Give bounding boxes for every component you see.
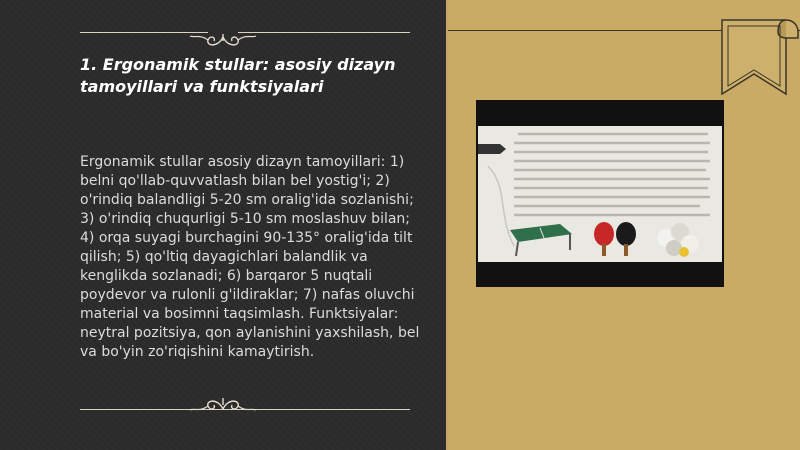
slide-image-content [478, 126, 722, 262]
flourish-ornament-icon [188, 390, 258, 412]
slide-body-text: Ergonamik stullar asosiy dizayn tamoyillari: 1) belni qo'llab-quvvatlash bilan bel yostig'i; 2) o'rindiq balandligi 5-20 sm oralig'ida sozlanishi; 3) o'rindiq chuqurligi 5-10 sm moslashuv bilan; 4) orqa suyagi burchagini 90-135° oralig'ida tilt qilish; 5) qo'ltiq dayagichlari balandlik va kenglikda sozlanadi; 6) barqaror 5 nuqtali poydevor va rulonli g'ildiraklar; 7) nafas oluvchi material va bosimni taqsimlash. Funktsiyalar: neytral pozitsiya, qon aylanishini yaxshilash, bel va bo'yin zo'riqishini kamaytirish. [80, 154, 420, 360]
slide-image [478, 126, 722, 262]
flourish-ornament-icon [188, 28, 258, 50]
slide-title: 1. Ergonamik stullar: asosiy dizayn tamoyillari va funktsiyalari [80, 55, 396, 96]
bookmark-ribbon-icon [720, 18, 800, 98]
